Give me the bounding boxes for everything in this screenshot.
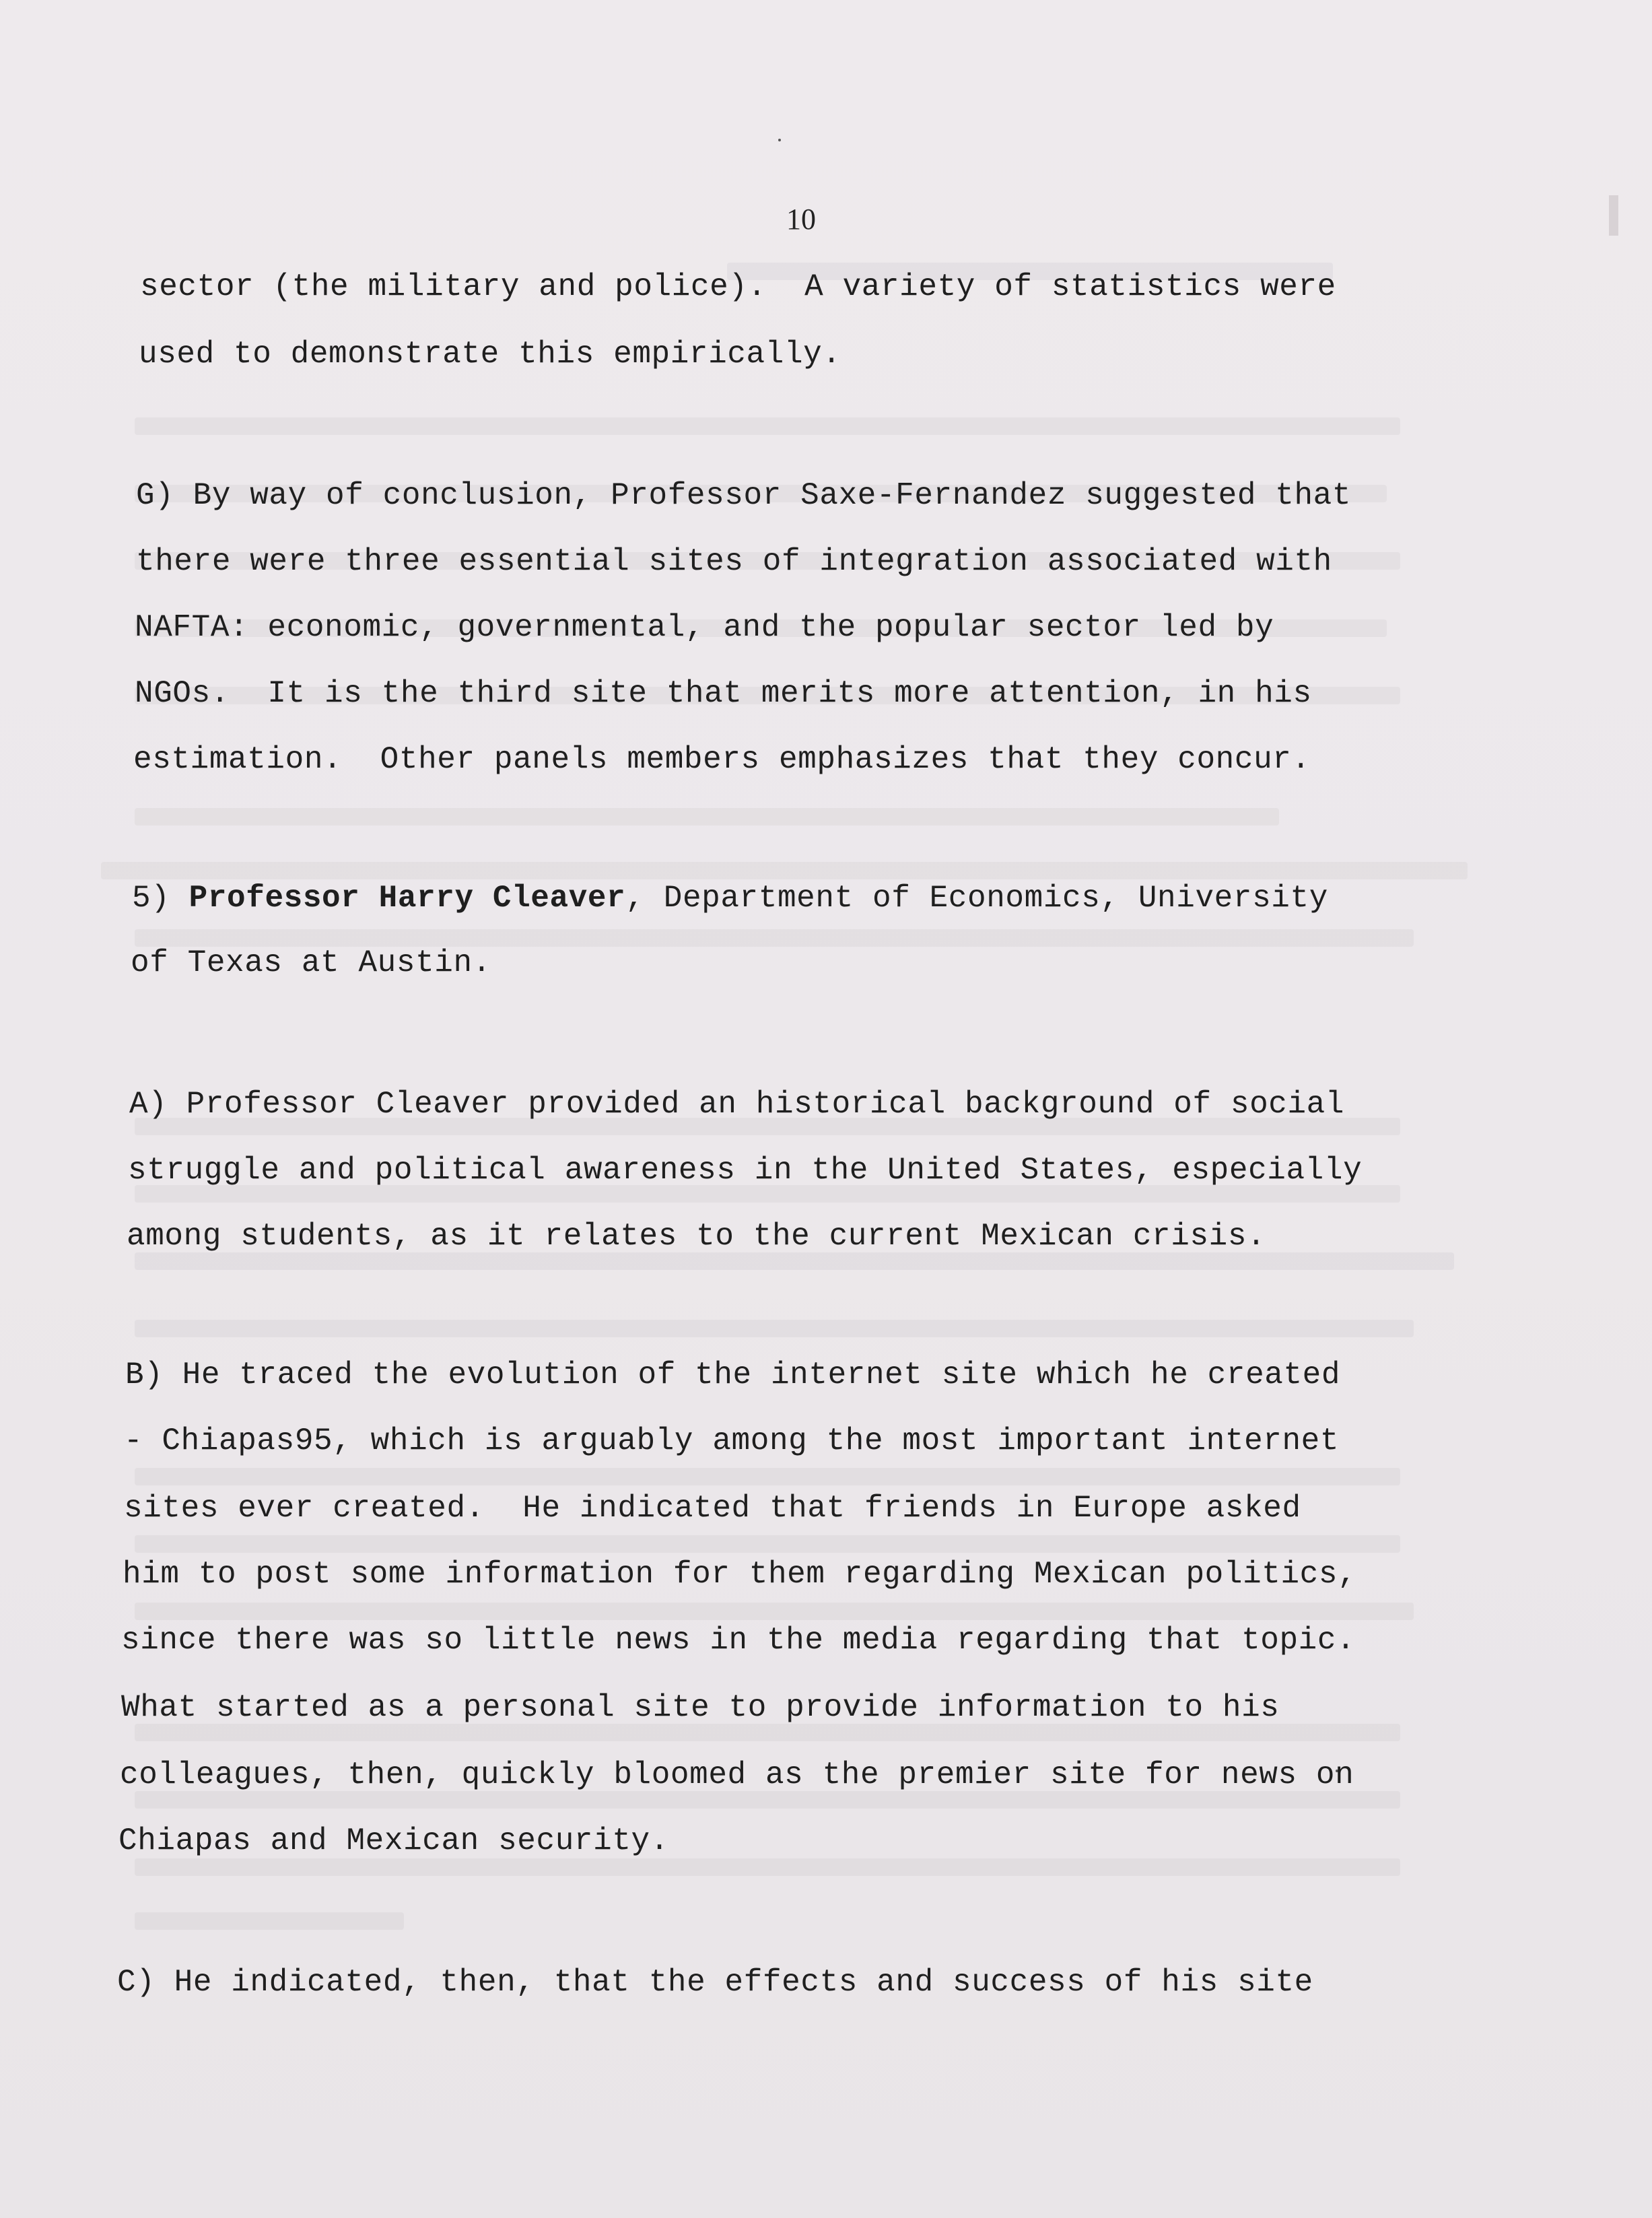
edge-mark xyxy=(1609,195,1618,236)
bleed-through-mark xyxy=(135,1724,1400,1741)
bleed-through-mark xyxy=(135,1791,1400,1809)
bleed-through-mark xyxy=(135,929,1414,947)
text-line: colleagues, then, quickly bloomed as the premier site for news on xyxy=(120,1757,1354,1792)
bleed-through-mark xyxy=(135,1468,1400,1485)
text-line: used to demonstrate this empirically. xyxy=(139,337,841,372)
text-line: of Texas at Austin. xyxy=(131,945,491,980)
bleed-through-mark xyxy=(135,1535,1400,1553)
bleed-through-mark xyxy=(135,1252,1454,1270)
text-line: - Chiapas95, which is arguably among the most important internet xyxy=(124,1423,1340,1458)
text-line: What started as a personal site to provide information to his xyxy=(121,1690,1280,1725)
text-line: him to post some information for them regarding Mexican politics, xyxy=(123,1557,1357,1592)
text-line: among students, as it relates to the current Mexican crisis. xyxy=(127,1219,1266,1254)
text-line: A) Professor Cleaver provided an historical background of social xyxy=(129,1087,1345,1122)
speaker-heading xyxy=(132,881,1328,916)
text-line: G) By way of conclusion, Professor Saxe-Fernandez suggested that xyxy=(136,478,1352,513)
text-line: sector (the military and police). A variety of statistics were xyxy=(140,269,1336,304)
speaker-affiliation: , Department of Economics, University xyxy=(625,881,1328,916)
text-line: since there was so little news in the media regarding that topic. xyxy=(121,1623,1356,1658)
text-line: estimation. Other panels members emphasizes that they concur. xyxy=(133,742,1311,777)
text-line: C) He indicated, then, that the effects and success of his site xyxy=(117,1965,1313,2000)
bleed-through-mark xyxy=(101,862,1468,879)
item-number: 5) xyxy=(132,881,189,916)
text-line: struggle and political awareness in the United States, especially xyxy=(128,1153,1363,1188)
bleed-through-mark xyxy=(135,417,1400,435)
bleed-through-mark xyxy=(135,808,1279,826)
page-number: 10 xyxy=(786,203,816,236)
text-line: there were three essential sites of integration associated with xyxy=(136,544,1332,579)
speck xyxy=(778,139,781,141)
text-line: sites ever created. He indicated that friends in Europe asked xyxy=(124,1491,1301,1526)
text-line: B) He traced the evolution of the internet site which he created xyxy=(125,1357,1341,1392)
text-line: Chiapas and Mexican security. xyxy=(118,1823,669,1858)
bleed-through-mark xyxy=(135,1858,1400,1876)
bleed-through-mark xyxy=(135,1912,404,1930)
bleed-through-mark xyxy=(135,1603,1414,1620)
speaker-name: Professor Harry Cleaver xyxy=(188,881,626,916)
text-line: NGOs. It is the third site that merits more attention, in his xyxy=(135,676,1312,711)
bleed-through-mark xyxy=(135,1320,1414,1337)
text-line: NAFTA: economic, governmental, and the popular sector led by xyxy=(135,610,1274,645)
